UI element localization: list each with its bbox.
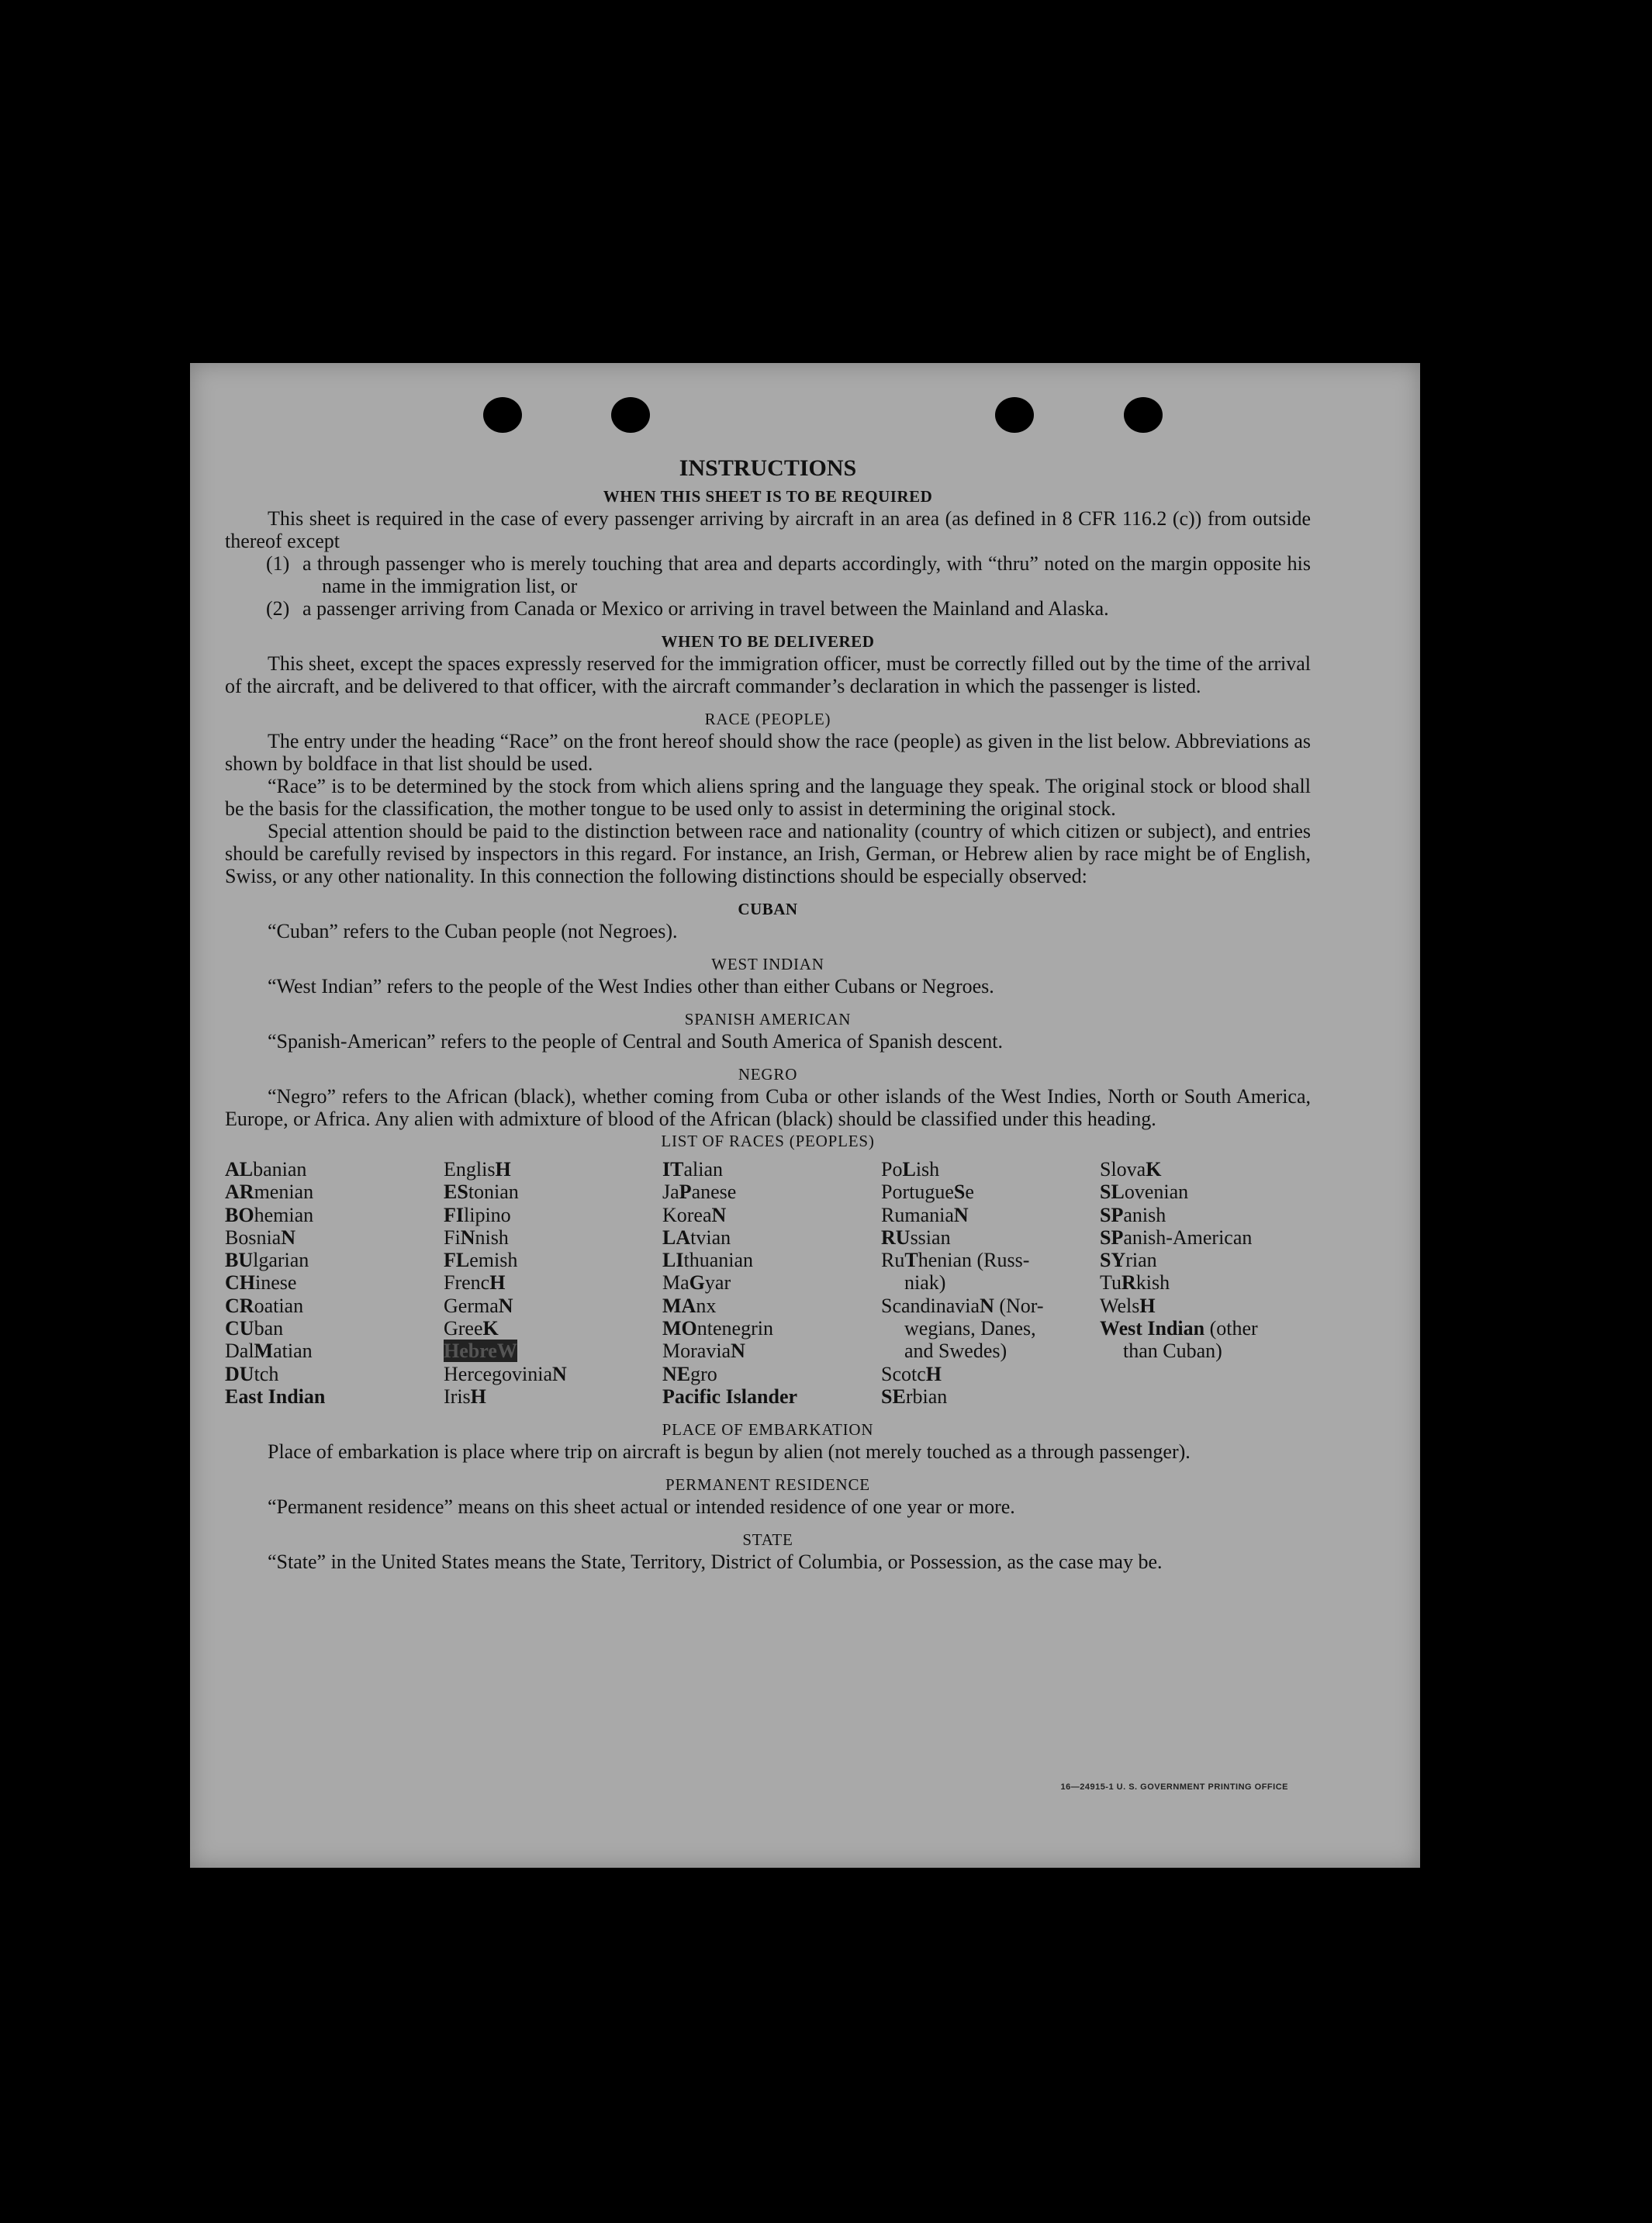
race-abbrev: CR [225, 1294, 254, 1317]
race-entry [1100, 1317, 1318, 1340]
race-text: emish [469, 1249, 518, 1272]
race-entry [881, 1226, 1100, 1249]
race-abbrev: SL [1100, 1181, 1125, 1204]
race-text: Dal [225, 1340, 254, 1363]
race-entry [225, 1317, 444, 1340]
race-text: Wels [1100, 1294, 1140, 1317]
race-abbrev: L [902, 1158, 916, 1181]
item-number: (2) [266, 597, 290, 620]
race-abbrev: H [489, 1271, 506, 1295]
race-text: e [965, 1181, 974, 1204]
race-entry [225, 1295, 444, 1317]
paragraph: The entry under the heading “Race” on the front hereof should show the race (people) as given in the list below. Abbreviations as shown by boldface in that list should be used. [225, 730, 1311, 775]
race-text: ntenegrin [696, 1317, 773, 1340]
race-abbrev: H [925, 1362, 942, 1385]
race-text: niak) [904, 1271, 946, 1295]
race-abbrev: AR [225, 1181, 254, 1204]
race-abbrev: IT [662, 1158, 684, 1181]
race-abbrev: RU [881, 1226, 911, 1249]
race-text: gro [690, 1362, 717, 1385]
race-text: hemian [254, 1203, 314, 1226]
race-text: tonian [468, 1181, 519, 1204]
section-heading: WEST INDIAN [711, 955, 824, 973]
section-heading: WHEN TO BE DELIVERED [661, 632, 875, 651]
section-heading: SPANISH AMERICAN [684, 1010, 852, 1029]
item-text: a passenger arriving from Canada or Mexico or arriving in travel between the Mainland and Alaska. [302, 597, 1109, 620]
race-entry [1100, 1226, 1318, 1249]
paragraph: Place of embarkation is place where trip on aircraft is begun by alien (not merely touched as a through passenger). [268, 1440, 1191, 1464]
paragraph: “West Indian” refers to the people of the West Indies other than either Cubans or Negroes. [268, 975, 994, 997]
race-abbrev: H [495, 1158, 511, 1181]
race-entry [881, 1271, 1100, 1294]
race-abbrev: H [470, 1385, 486, 1408]
section-heading: PERMANENT RESIDENCE [665, 1475, 870, 1495]
race-entry [444, 1226, 662, 1249]
race-entry [444, 1249, 662, 1271]
race-abbrev: East Indian [225, 1385, 326, 1408]
race-text: Scotc [881, 1362, 926, 1385]
race-abbrev: MO [662, 1317, 697, 1340]
race-text: Ma [662, 1271, 689, 1295]
race-text: Germa [444, 1294, 499, 1317]
race-entry [881, 1158, 1100, 1181]
race-text: Fi [444, 1226, 461, 1249]
paragraph: “Cuban” refers to the Cuban people (not Negroes). [268, 920, 678, 942]
race-entry [881, 1363, 1100, 1385]
page-title: INSTRUCTIONS [679, 455, 857, 481]
race-entry [225, 1249, 444, 1271]
race-entry [444, 1340, 662, 1362]
race-abbrev: N [460, 1226, 475, 1249]
section-heading: PLACE OF EMBARKATION [662, 1420, 874, 1440]
race-abbrev: MA [662, 1294, 696, 1317]
race-abbrev: BU [225, 1249, 254, 1272]
race-text: Gree [444, 1317, 483, 1340]
race-entry [662, 1385, 881, 1408]
race-entry [444, 1158, 662, 1181]
race-entry [225, 1204, 444, 1226]
race-text: than Cuban) [1123, 1340, 1222, 1363]
race-entry [225, 1340, 444, 1362]
races-column [881, 1158, 1100, 1408]
race-abbrev: T [904, 1249, 918, 1272]
race-abbrev: SP [1100, 1203, 1124, 1226]
races-column [225, 1158, 444, 1408]
document-sheet [190, 363, 1420, 1868]
section-heading: RACE (PEOPLE) [704, 710, 831, 728]
race-text: Slova [1100, 1158, 1146, 1181]
race-abbrev: N [711, 1203, 727, 1226]
race-text: Korea [662, 1203, 712, 1226]
race-abbrev: N [281, 1226, 296, 1249]
race-text: banian [253, 1158, 307, 1181]
race-abbrev: Pacific Islander [662, 1385, 798, 1408]
race-text: Moravia [662, 1340, 731, 1363]
race-abbrev: SY [1100, 1249, 1126, 1272]
race-entry [881, 1295, 1100, 1317]
race-text: Po [881, 1158, 903, 1181]
races-column [1100, 1158, 1318, 1408]
race-entry [662, 1271, 881, 1294]
race-text: nx [696, 1294, 717, 1317]
race-entry [662, 1295, 881, 1317]
race-entry [662, 1317, 881, 1340]
print-code: 16—24915-1 U. S. GOVERNMENT PRINTING OFFICE [1060, 1782, 1288, 1792]
race-entry [881, 1249, 1100, 1271]
punch-hole [1124, 397, 1163, 433]
race-text: menian [254, 1181, 314, 1204]
race-entry [225, 1363, 444, 1385]
race-entry [1100, 1295, 1318, 1317]
race-abbrev: FL [444, 1249, 470, 1272]
race-entry [662, 1204, 881, 1226]
race-entry [1100, 1340, 1318, 1362]
punch-hole [611, 397, 650, 433]
race-highlighted: HebreW [444, 1340, 517, 1363]
race-text: Frenc [444, 1271, 490, 1295]
race-abbrev: H [1139, 1294, 1156, 1317]
punch-hole [995, 397, 1034, 433]
race-text: nish [475, 1226, 509, 1249]
race-text: kish [1135, 1271, 1170, 1295]
race-text: Iris [444, 1385, 471, 1408]
section-heading: LIST OF RACES (PEOPLES) [661, 1132, 875, 1150]
race-text: atian [273, 1340, 313, 1363]
paragraph: “State” in the United States means the State, Territory, District of Columbia, or Possession, as the case may be. [268, 1551, 1163, 1574]
race-abbrev: N [731, 1340, 745, 1363]
race-abbrev: West Indian [1100, 1317, 1205, 1340]
race-entry [1100, 1249, 1318, 1271]
race-entry [662, 1226, 881, 1249]
race-entry [444, 1317, 662, 1340]
race-text: lipino [464, 1203, 511, 1226]
race-text: and Swedes) [904, 1340, 1007, 1363]
item-text: a through passenger who is merely touching that area and departs accordingly, with “thru” noted on the margin opposite his name in the immigration list, or [302, 552, 1311, 597]
race-abbrev: N [980, 1294, 994, 1317]
race-text: ban [254, 1317, 284, 1340]
race-entry [225, 1226, 444, 1249]
race-text: (Nor- [994, 1294, 1044, 1317]
race-entry [225, 1181, 444, 1203]
race-entry [444, 1363, 662, 1385]
race-text: Portugue [881, 1181, 954, 1204]
race-text: Tu [1100, 1271, 1121, 1295]
race-text: Bosnia [225, 1226, 282, 1249]
race-entry [444, 1295, 662, 1317]
race-text: thuanian [683, 1249, 753, 1272]
race-entry [662, 1158, 881, 1181]
race-entry [444, 1271, 662, 1294]
race-entry [881, 1340, 1100, 1362]
race-entry [662, 1249, 881, 1271]
race-text: henian (Russ- [918, 1249, 1030, 1272]
race-entry [1100, 1271, 1318, 1294]
paragraph: “Permanent residence” means on this sheet actual or intended residence of one year or more. [268, 1495, 1015, 1519]
races-column [444, 1158, 662, 1408]
race-abbrev: LI [662, 1249, 684, 1272]
race-text: wegians, Danes, [904, 1317, 1036, 1340]
race-text: ssian [910, 1226, 951, 1249]
paragraph: Special attention should be paid to the distinction between race and nationality (country of which citizen or subject), and entries should be carefully revised by inspectors in this regard. For instance, an Irish, German, or Hebrew alien by race might be of English, Swiss, or any other nationality. In this connection the following distinctions should be especially observed: [225, 820, 1311, 887]
race-entry [662, 1181, 881, 1203]
race-abbrev: N [552, 1362, 567, 1385]
race-abbrev: R [1121, 1271, 1136, 1295]
race-abbrev: AL [225, 1158, 254, 1181]
race-text: anish-American [1123, 1226, 1253, 1249]
race-text: yar [704, 1271, 731, 1295]
race-abbrev: S [953, 1181, 966, 1204]
instructions-content [225, 455, 1311, 1573]
race-entry [662, 1363, 881, 1385]
race-abbrev: NE [662, 1362, 691, 1385]
race-abbrev: SE [881, 1385, 906, 1408]
section-heading: WHEN THIS SHEET IS TO BE REQUIRED [603, 487, 933, 506]
list-item [266, 552, 1311, 597]
race-text: (other [1204, 1317, 1258, 1340]
race-abbrev: K [482, 1317, 499, 1340]
paragraph: This sheet, except the spaces expressly reserved for the immigration officer, must be correctly filled out by the time of the arrival of the aircraft, and be delivered to that officer, with the aircraft commander’s declaration in which the passenger is listed. [225, 652, 1311, 697]
paragraph: This sheet is required in the case of every passenger arriving by aircraft in an area (as defined in 8 CFR 116.2 (c)) from outside thereof except [225, 507, 1311, 552]
race-abbrev: CH [225, 1271, 255, 1295]
race-text: ovenian [1124, 1181, 1189, 1204]
race-text: Ja [662, 1181, 679, 1204]
race-abbrev: CU [225, 1317, 254, 1340]
race-abbrev: ES [444, 1181, 468, 1204]
race-abbrev: FI [444, 1203, 464, 1226]
race-abbrev: SP [1100, 1226, 1124, 1249]
race-text: anish [1123, 1203, 1166, 1226]
race-abbrev: G [689, 1271, 705, 1295]
race-entry [881, 1317, 1100, 1340]
race-abbrev: K [1146, 1158, 1162, 1181]
race-text: Englis [444, 1158, 496, 1181]
races-list [225, 1158, 1318, 1408]
race-entry [225, 1385, 444, 1408]
race-entry [444, 1181, 662, 1203]
race-entry [444, 1204, 662, 1226]
race-entry [881, 1181, 1100, 1203]
section-heading: NEGRO [738, 1065, 798, 1084]
race-text: lgarian [253, 1249, 309, 1272]
race-abbrev: N [498, 1294, 513, 1317]
race-entry [1100, 1204, 1318, 1226]
race-text: Hercegovinia [444, 1362, 553, 1385]
race-text: Ru [881, 1249, 905, 1272]
race-text: alian [683, 1158, 723, 1181]
race-entry [662, 1340, 881, 1362]
race-text: Scandinavia [881, 1294, 980, 1317]
race-text: tvian [690, 1226, 731, 1249]
race-text: anese [691, 1181, 737, 1204]
race-entry [225, 1158, 444, 1181]
section-heading: CUBAN [738, 900, 798, 918]
race-text: rbian [905, 1385, 948, 1408]
paragraph: “Race” is to be determined by the stock from which aliens spring and the language they speak. The original stock or blood shall be the basis for the classification, the mother tongue to be used only to assist in determining the original stock. [225, 775, 1311, 820]
race-entry [881, 1204, 1100, 1226]
race-abbrev: N [953, 1203, 969, 1226]
race-abbrev: DU [225, 1362, 254, 1385]
race-text: inese [255, 1271, 297, 1295]
race-abbrev: M [254, 1340, 274, 1363]
race-entry [225, 1271, 444, 1294]
list-item [266, 597, 1311, 620]
paragraph: “Spanish-American” refers to the people of Central and South America of Spanish descent. [268, 1030, 1003, 1053]
race-entry [1100, 1181, 1318, 1203]
section-heading: STATE [742, 1530, 793, 1550]
race-abbrev: LA [662, 1226, 691, 1249]
race-text: rian [1125, 1249, 1157, 1272]
item-number: (1) [266, 552, 290, 575]
punch-hole [483, 397, 522, 433]
paragraph: “Negro” refers to the African (black), whether coming from Cuba or other islands of the West Indies, North or South America, Europe, or Africa. Any alien with admixture of blood of the African (black) should be classified under this heading. [225, 1085, 1311, 1130]
race-text: oatian [254, 1294, 304, 1317]
race-entry [881, 1385, 1100, 1408]
race-entry [444, 1385, 662, 1408]
race-abbrev: P [679, 1181, 692, 1204]
race-abbrev: BO [225, 1203, 254, 1226]
race-text: tch [254, 1362, 279, 1385]
race-entry [1100, 1158, 1318, 1181]
races-column [662, 1158, 881, 1408]
race-text: ish [915, 1158, 940, 1181]
race-text: Rumania [881, 1203, 954, 1226]
